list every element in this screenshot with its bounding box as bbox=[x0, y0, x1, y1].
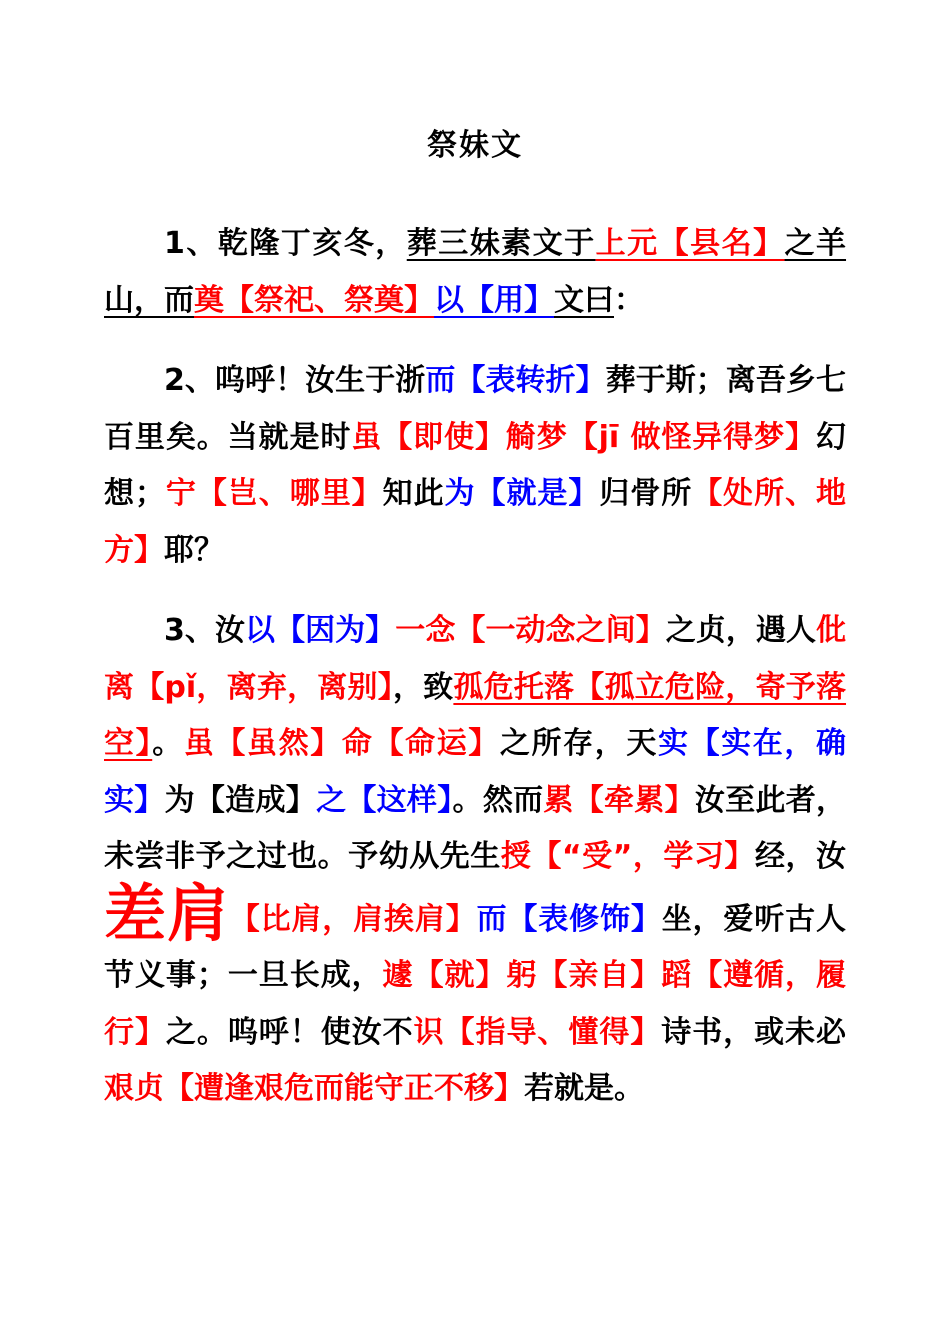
text-segment: 躬【亲自】 bbox=[506, 958, 662, 993]
text-segment: 为【就是】 bbox=[444, 476, 600, 511]
text-segment: 1、乾隆丁亥冬， bbox=[164, 226, 407, 261]
paragraph-3 bbox=[104, 603, 846, 1118]
document-page bbox=[104, 118, 846, 1142]
text-segment: 差肩 bbox=[104, 876, 230, 950]
text-segment: 而【表转折】 bbox=[425, 363, 606, 398]
document-title: 祭妹文 bbox=[427, 128, 523, 163]
text-segment: 【处所、地方】 bbox=[104, 476, 847, 568]
text-segment: 若就是。 bbox=[524, 1071, 644, 1106]
text-segment: 奠【祭祀、祭奠】 bbox=[194, 282, 434, 318]
text-segment: 归骨所 bbox=[599, 476, 693, 511]
text-segment: 汝至此者，未尝非予之过也。予幼从先生 bbox=[104, 782, 847, 874]
text-segment: 之【这样】 bbox=[316, 782, 453, 818]
text-segment: 之贞，遇人 bbox=[665, 613, 817, 648]
text-segment: 一念【一动念之间】 bbox=[395, 613, 666, 648]
text-segment: 觭梦【jī 做怪异得梦】 bbox=[505, 419, 817, 455]
text-segment: 艰贞【遭逢艰危而能守正不移】 bbox=[104, 1071, 524, 1106]
text-segment: 而【表修饰】 bbox=[476, 901, 662, 937]
text-segment: 之所存，天 bbox=[499, 726, 658, 761]
text-segment: 以【用】 bbox=[434, 282, 554, 318]
text-segment: 3、汝 bbox=[164, 613, 246, 648]
text-segment: 知此 bbox=[382, 476, 445, 511]
text-segment: 以【因为】 bbox=[245, 613, 396, 648]
text-segment: 仳离【pǐ，离弃，离别】 bbox=[104, 613, 847, 705]
paragraph-2 bbox=[104, 353, 846, 579]
text-segment: 葬三妹素文于 bbox=[406, 226, 596, 261]
text-segment: 宁【岂、哪里】 bbox=[164, 476, 383, 511]
text-segment: 虽【虽然】 bbox=[183, 726, 342, 761]
text-segment: 为【造成】 bbox=[164, 782, 317, 818]
text-segment: 耶？ bbox=[164, 532, 224, 568]
text-segment: 之。呜呼！使汝不 bbox=[165, 1014, 414, 1050]
text-segment: 蹈【遵循，履行】 bbox=[104, 958, 847, 1050]
text-segment: 坐，爱听古人节义事；一旦长成， bbox=[104, 901, 847, 993]
document-body bbox=[104, 216, 846, 1118]
text-segment: 之羊山，而 bbox=[104, 226, 847, 318]
text-segment: 经，汝 bbox=[754, 839, 847, 874]
text-segment: 识【指导、懂得】 bbox=[413, 1014, 662, 1050]
text-segment: ，致 bbox=[392, 669, 454, 705]
text-segment: 上元【县名】 bbox=[595, 226, 785, 261]
text-segment: 授【“受”，学习】 bbox=[500, 839, 755, 874]
text-segment: 实【实在，确实】 bbox=[104, 726, 847, 818]
text-segment: 。 bbox=[152, 726, 184, 761]
text-segment: 2、呜呼！汝生于浙 bbox=[164, 363, 426, 398]
text-segment: 孤危托落【孤立危险，寄予落空】 bbox=[104, 669, 847, 761]
text-segment: 命【命运】 bbox=[341, 726, 500, 761]
text-segment: 幻想； bbox=[104, 419, 847, 511]
text-segment: 。然而 bbox=[452, 782, 544, 818]
text-segment: 葬于斯；离吾乡七百里矣。当就是时 bbox=[104, 363, 847, 455]
paragraph-1 bbox=[104, 216, 846, 329]
text-segment: ： bbox=[614, 282, 644, 318]
text-segment: 文曰 bbox=[554, 282, 614, 318]
text-segment: 【比肩，肩挨肩】 bbox=[229, 901, 477, 937]
text-segment: 虽【即使】 bbox=[351, 419, 506, 455]
text-segment: 遽【就】 bbox=[382, 958, 507, 993]
text-segment: 诗书，或未必 bbox=[661, 1014, 847, 1050]
text-segment: 累【牵累】 bbox=[543, 782, 695, 818]
